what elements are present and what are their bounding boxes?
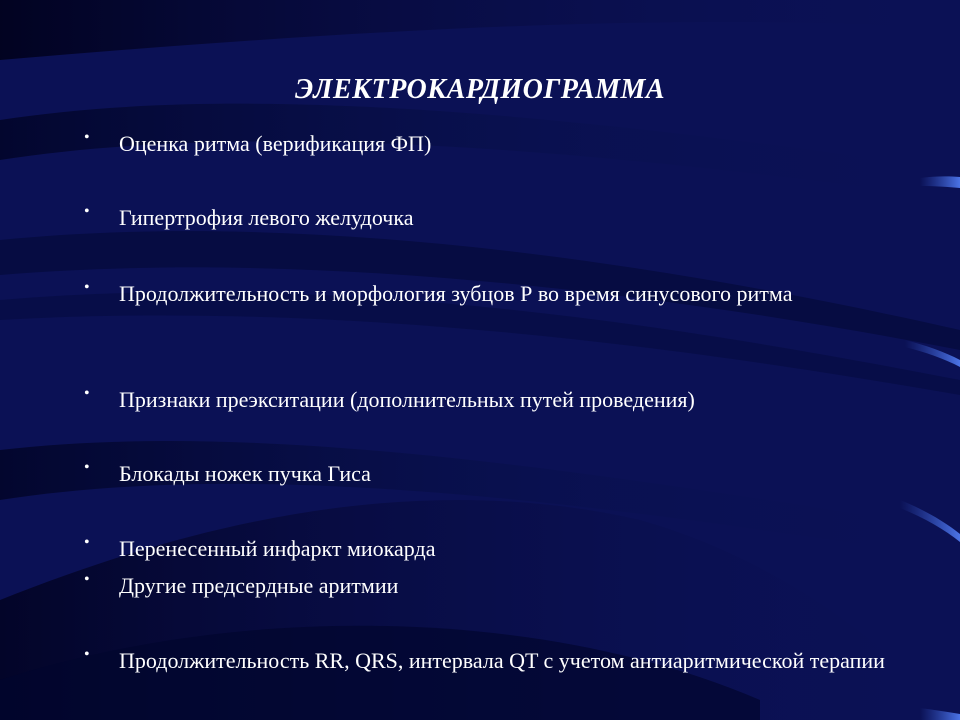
bullet-text: Блокады ножек пучка Гиса [119,461,371,486]
bullet-dot-icon: • [84,203,90,220]
bullet-dot-icon: • [84,279,90,296]
bullet-text: Другие предсердные аритмии [119,573,399,598]
bullet-text: Оценка ритма (верификация ФП) [119,131,432,156]
bullet-dot-icon: • [84,129,90,146]
slide-title: ЭЛЕКТРОКАРДИОГРАММА [294,74,666,105]
bullet-text: Гипертрофия левого желудочка [119,205,414,230]
bullet-dot-icon: • [84,459,90,476]
bullet-text: Признаки преэкситации (дополнительных путей проведения) [119,387,695,412]
bullet-dot-icon: • [84,571,90,588]
bullet-text: Перенесенный инфаркт миокарда [119,536,436,561]
bullet-dot-icon: • [84,534,90,551]
bullet-dot-icon: • [84,646,90,663]
bullet-text: Продолжительность RR, QRS, интервала QT с учетом антиаритмической терапии [119,648,885,673]
bullet-dot-icon: • [84,385,90,402]
bullet-text: Продолжительность и морфология зубцов Р во время синусового ритма [119,281,793,306]
